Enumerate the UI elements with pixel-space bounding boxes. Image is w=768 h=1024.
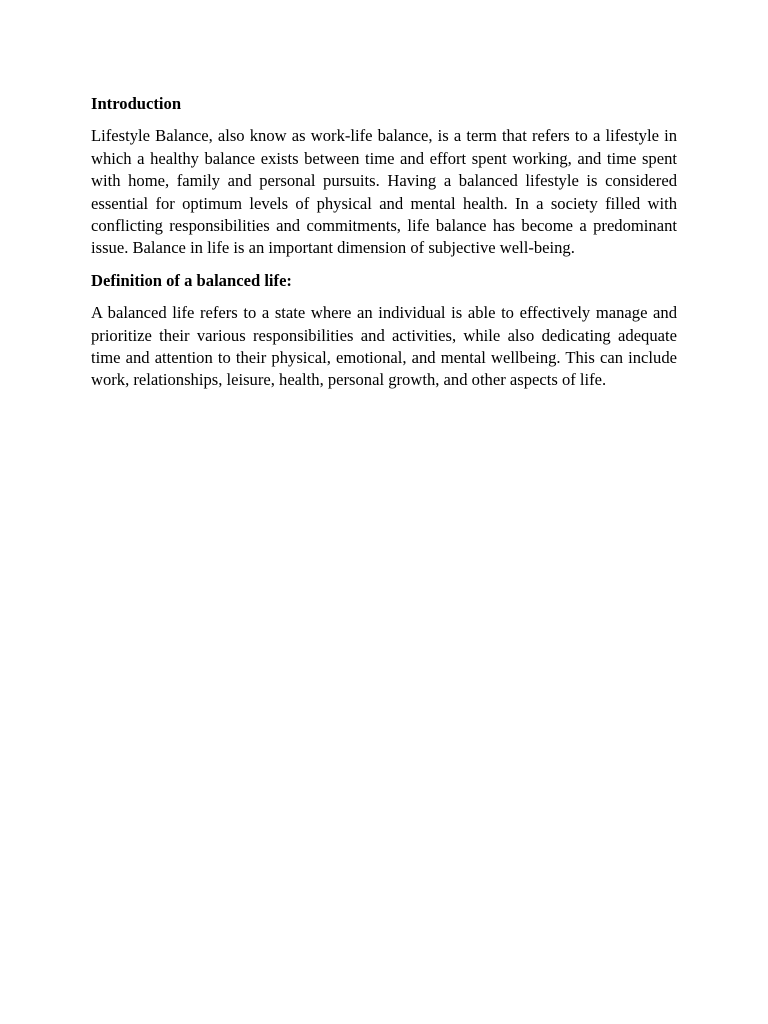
paragraph-introduction: Lifestyle Balance, also know as work-life balance, is a term that refers to a lifestyle in which a healthy balance exists between time and effort spent working, and time spent with home, family and personal pursuits. Having a balanced lifestyle is considered essential for optimum levels of physical and mental health. In a society filled with conflicting responsibilities and commitments, life balance has become a predominant issue. Balance in life is an important dimension of subjective well-being. (91, 126, 677, 258)
section-heading-definition: Definition of a balanced life: (91, 270, 292, 290)
document-body (91, 93, 677, 402)
section-heading-introduction: Introduction (91, 94, 182, 113)
paragraph-definition: A balanced life refers to a state where an individual is able to effectively manage and prioritize their various responsibilities and activities, while also dedicating adequate time and attention to their physical, emotional, and mental wellbeing. This can include work, relationships, leisure, health, personal growth, and other aspects of life. (91, 303, 677, 390)
